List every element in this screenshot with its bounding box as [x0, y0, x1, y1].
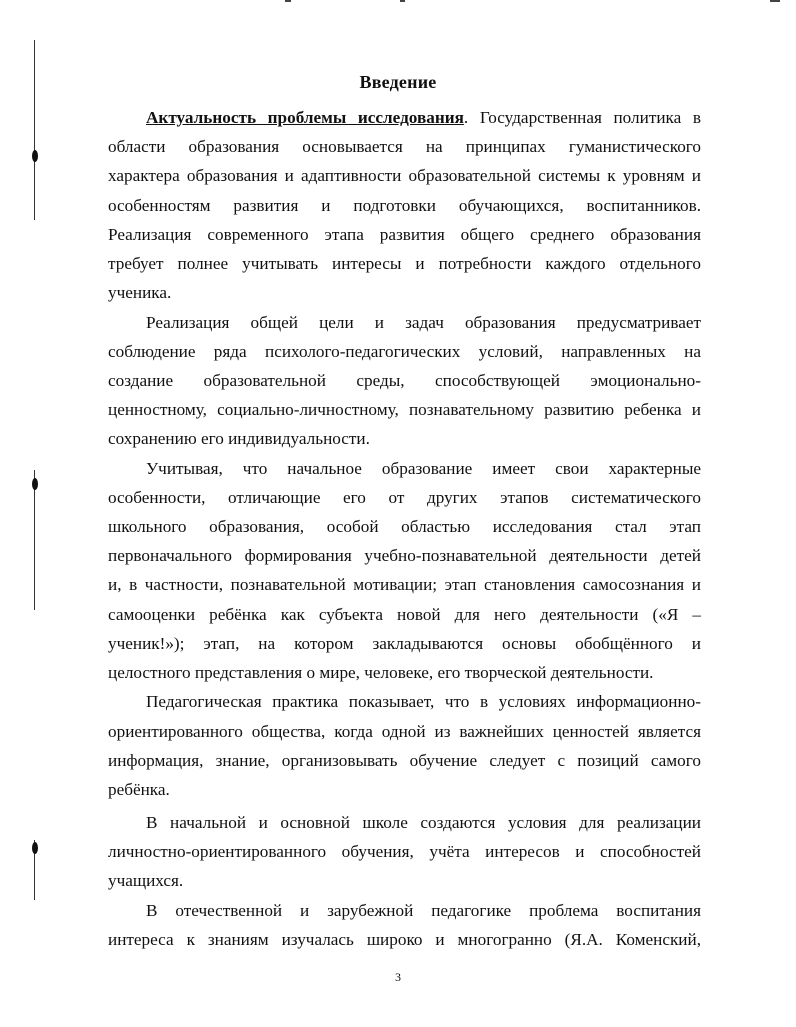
text-line: Реализация общей цели и задач образования предусматривает: [146, 313, 701, 332]
text-line: интереса к знаниям изучалась широко и многогранно (Я.А. Коменский,: [108, 930, 701, 949]
text-line: сохранению его индивидуальности.: [108, 429, 370, 448]
text-line: особенности, отличающие его от других этапов систематического: [108, 488, 701, 507]
text-line: Педагогическая практика показывает, что в условиях информационно-: [146, 692, 701, 711]
text-line: особенностям развития и подготовки обучающихся, воспитанников.: [108, 196, 701, 215]
text-line: Реализация современного этапа развития общего среднего образования: [108, 225, 701, 244]
text-line: области образования основывается на принципах гуманистического: [108, 137, 701, 156]
text-line: целостного представления о мире, человеке, его творческой деятельности.: [108, 663, 654, 682]
text-line: учащихся.: [108, 871, 184, 890]
text-line: Учитывая, что начальное образование имеет свои характерные: [146, 459, 701, 478]
text-line: В начальной и основной школе создаются условия для реализации: [146, 813, 701, 832]
scan-hole-mark: [32, 478, 38, 490]
scan-top-mark: [770, 0, 780, 2]
scan-edge-line: [34, 40, 35, 220]
text-line: ребёнка.: [108, 780, 170, 799]
scan-top-mark: [285, 0, 291, 2]
text-line: первоначального формирования учебно-познавательной деятельности детей: [108, 546, 701, 565]
scan-hole-mark: [32, 842, 38, 854]
text-line: ориентированного общества, когда одной из важнейших ценностей является: [108, 722, 701, 741]
text-line: создание образовательной среды, способствующей эмоционально-: [108, 371, 701, 390]
page-title: Введение: [359, 72, 437, 92]
page-number: 3: [395, 970, 401, 984]
text-line: и, в частности, познавательной мотивации; этап становления самосознания и: [108, 575, 701, 594]
text-line: В отечественной и зарубежной педагогике проблема воспитания: [146, 901, 701, 920]
text-line: соблюдение ряда психолого-педагогических условий, направленных на: [108, 342, 701, 361]
text-line: ученика.: [108, 283, 172, 302]
text-line: требует полнее учитывать интересы и потребности каждого отдельного: [108, 254, 701, 273]
text-line: [146, 107, 701, 129]
section-heading: Актуальность проблемы исследования: [146, 108, 464, 127]
text-line-content: . Государственная политика в: [463, 108, 701, 127]
text-line: школьного образования, особой областью исследования стал этап: [108, 517, 701, 536]
text-line: самооценки ребёнка как субъекта новой для него деятельности («Я –: [108, 605, 701, 624]
text-line: ученик!»); этап, на котором закладываются основы обобщённого и: [108, 634, 701, 653]
text-line: личностно-ориентированного обучения, учёта интересов и способностей: [108, 842, 701, 861]
scan-hole-mark: [32, 150, 38, 162]
text-line: ценностному, социально-личностному, познавательному развитию ребенка и: [108, 400, 701, 419]
scan-edge-line: [34, 470, 35, 610]
text-line: характера образования и адаптивности образовательной системы к уровням и: [108, 166, 701, 185]
scan-top-mark: [400, 0, 405, 2]
text-line: информация, знание, организовывать обучение следует с позиций самого: [108, 751, 701, 770]
